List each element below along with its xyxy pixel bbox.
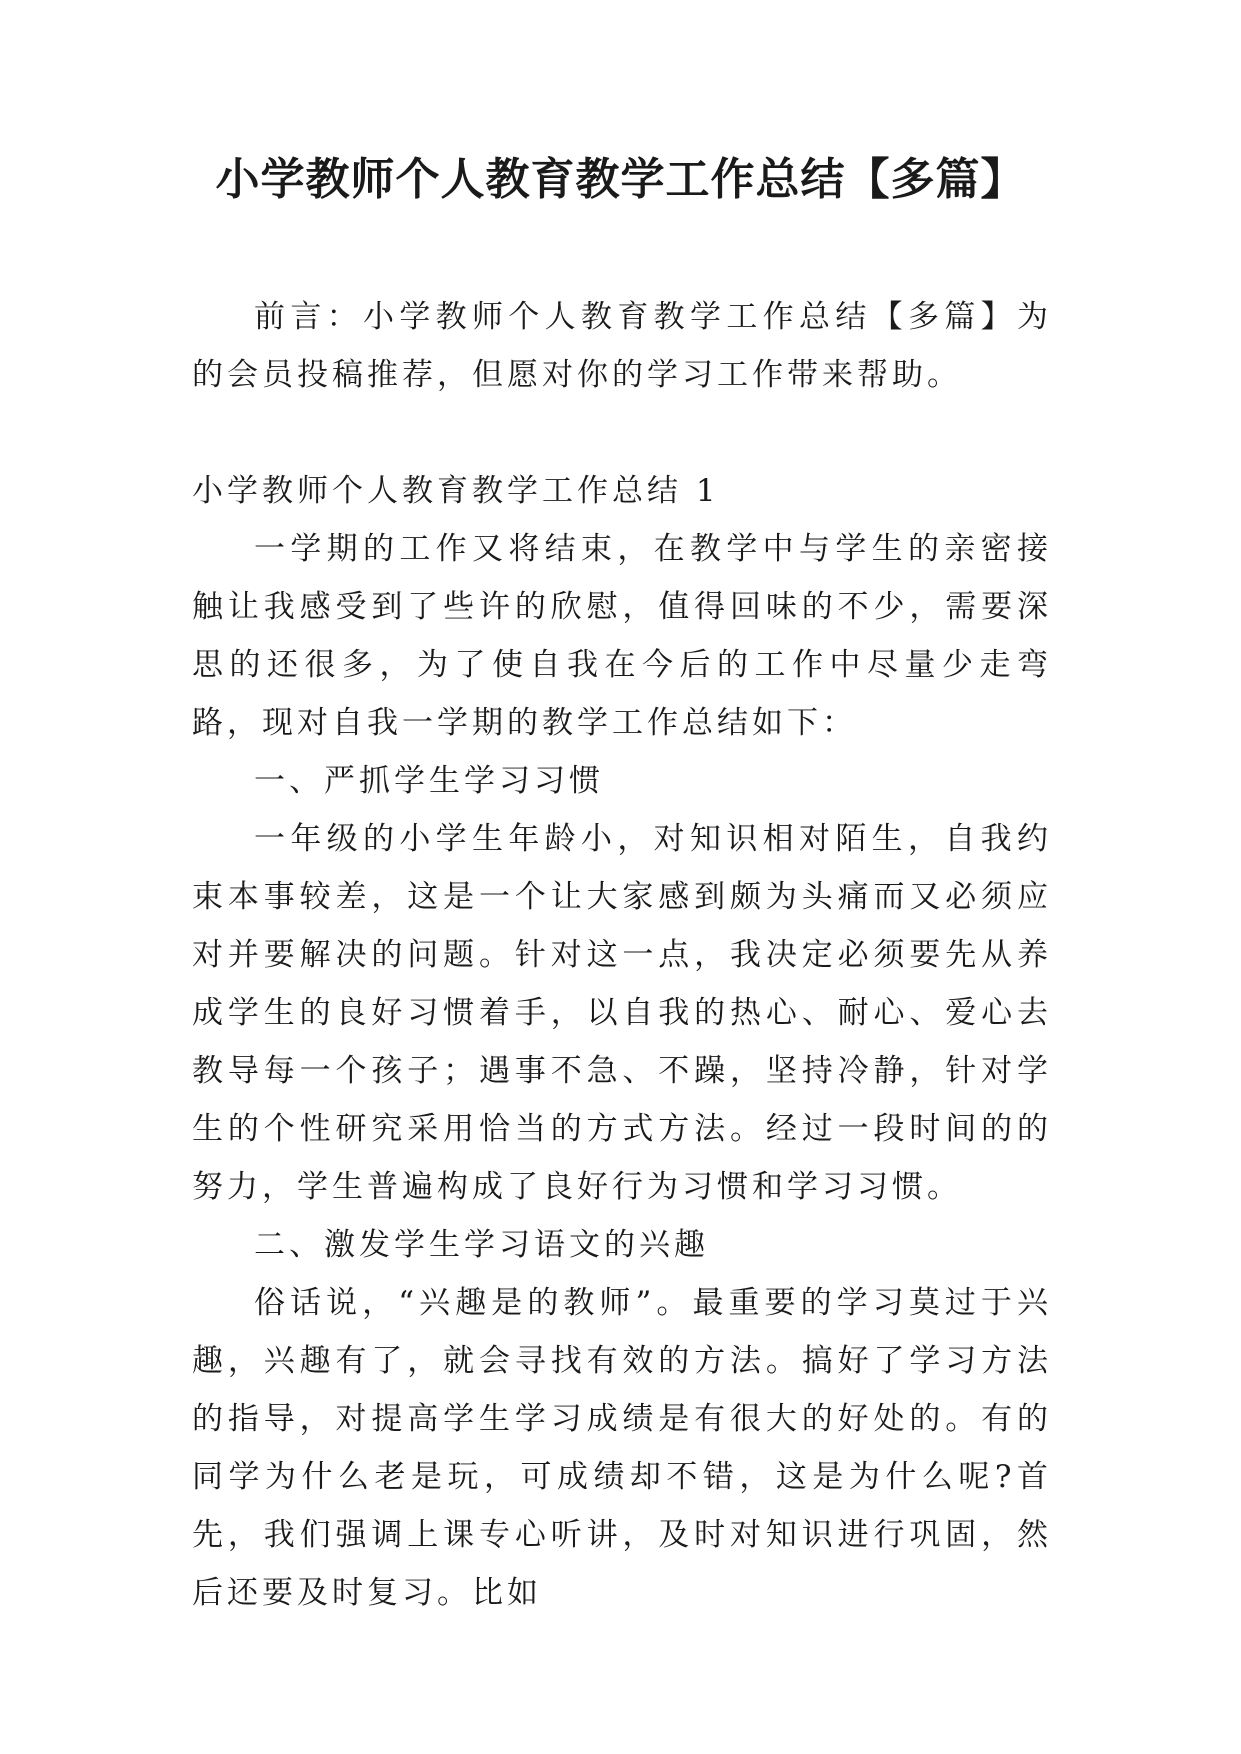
body-paragraph: 一年级的小学生年龄小，对知识相对陌生，自我约束本事较差，这是一个让大家感到颇为头痛而又必须应对并要解决的问题。针对这一点，我决定必须要先从养成学生的良好习惯着手，以自我的热心、耐心、爱心去教导每一个孩子；遇事不急、不躁，坚持冷静，针对学生的个性研究采用恰当的方式方法。经过一段时间的的努力，学生普遍构成了良好行为习惯和学习习惯。 — [192, 821, 1052, 1205]
section-heading: 小学教师个人教育教学工作总结 1 — [192, 473, 720, 509]
spacer — [192, 404, 1052, 462]
subheading-2: 二、激发学生学习语文的兴趣 — [254, 1227, 709, 1263]
preface-paragraph: 前言：小学教师个人教育教学工作总结【多篇】为的会员投稿推荐，但愿对你的学习工作带来帮助。 — [192, 299, 1052, 393]
body-paragraph: 俗话说，“兴趣是的教师”。最重要的学习莫过于兴趣，兴趣有了，就会寻找有效的方法。搞好了学习方法的指导，对提高学生学习成绩是有很大的好处的。有的同学为什么老是玩，可成绩却不错，这是为什么呢?首先，我们强调上课专心听讲，及时对知识进行巩固，然后还要及时复习。比如 — [192, 1285, 1052, 1611]
subheading-1: 一、严抓学生学习习惯 — [254, 763, 604, 799]
document-body — [192, 288, 1052, 1622]
body-paragraph: 一学期的工作又将结束，在教学中与学生的亲密接触让我感受到了些许的欣慰，值得回味的不少，需要深思的还很多，为了使自我在今后的工作中尽量少走弯路，现对自我一学期的教学工作总结如下： — [192, 531, 1052, 741]
document-title: 小学教师个人教育教学工作总结【多篇】 — [215, 154, 1026, 205]
